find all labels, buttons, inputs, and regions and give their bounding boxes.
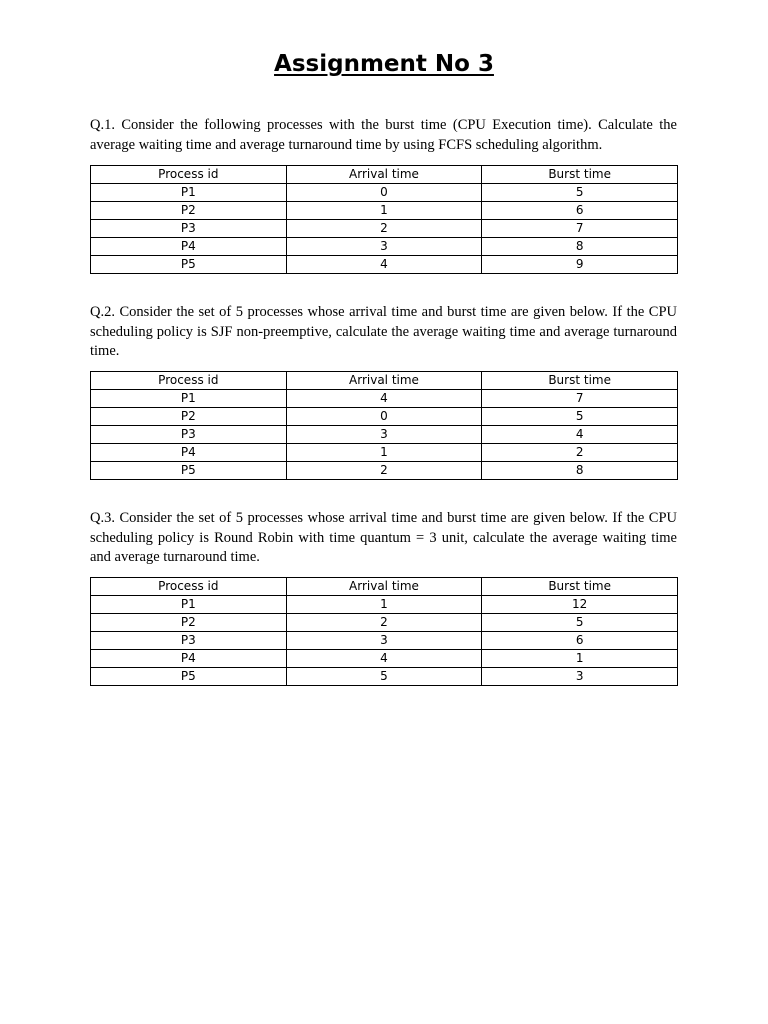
header-process-id: Process id xyxy=(91,578,287,596)
question-2-table xyxy=(90,371,678,480)
header-burst-time: Burst time xyxy=(482,372,678,390)
table-row xyxy=(91,184,678,202)
cell-process-id: P4 xyxy=(91,650,287,668)
cell-burst-time: 6 xyxy=(482,632,678,650)
question-3-table xyxy=(90,577,678,686)
cell-process-id: P1 xyxy=(91,184,287,202)
cell-process-id: P2 xyxy=(91,408,287,426)
cell-arrival-time: 2 xyxy=(286,614,482,632)
cell-arrival-time: 3 xyxy=(286,632,482,650)
cell-process-id: P5 xyxy=(91,668,287,686)
cell-process-id: P4 xyxy=(91,238,287,256)
cell-arrival-time: 0 xyxy=(286,184,482,202)
cell-process-id: P5 xyxy=(91,462,287,480)
cell-process-id: P2 xyxy=(91,202,287,220)
table-row xyxy=(91,650,678,668)
table-row xyxy=(91,632,678,650)
cell-burst-time: 5 xyxy=(482,408,678,426)
question-1-text: Q.1. Consider the following processes with the burst time (CPU Execution time). Calculate the average waiting time and average turnaround time by using FCFS scheduling algorithm. xyxy=(90,117,677,153)
question-2-text: Q.2. Consider the set of 5 processes whose arrival time and burst time are given below. If the CPU scheduling policy is SJF non-preemptive, calculate the average waiting time and average turnaround time. xyxy=(90,304,677,359)
cell-arrival-time: 4 xyxy=(286,390,482,408)
cell-arrival-time: 4 xyxy=(286,650,482,668)
table-row xyxy=(91,202,678,220)
cell-burst-time: 4 xyxy=(482,426,678,444)
cell-process-id: P5 xyxy=(91,256,287,274)
cell-process-id: P3 xyxy=(91,426,287,444)
cell-arrival-time: 4 xyxy=(286,256,482,274)
cell-burst-time: 8 xyxy=(482,462,678,480)
cell-arrival-time: 2 xyxy=(286,220,482,238)
header-arrival-time: Arrival time xyxy=(286,578,482,596)
table-row xyxy=(91,408,678,426)
cell-process-id: P4 xyxy=(91,444,287,462)
table-row xyxy=(91,614,678,632)
table-row xyxy=(91,444,678,462)
table-row xyxy=(91,390,678,408)
table-row xyxy=(91,462,678,480)
header-burst-time: Burst time xyxy=(482,578,678,596)
header-burst-time: Burst time xyxy=(482,166,678,184)
header-process-id: Process id xyxy=(91,166,287,184)
cell-arrival-time: 1 xyxy=(286,596,482,614)
cell-burst-time: 3 xyxy=(482,668,678,686)
table-header-row xyxy=(91,372,678,390)
cell-arrival-time: 1 xyxy=(286,202,482,220)
cell-burst-time: 5 xyxy=(482,184,678,202)
cell-process-id: P2 xyxy=(91,614,287,632)
cell-burst-time: 8 xyxy=(482,238,678,256)
cell-arrival-time: 5 xyxy=(286,668,482,686)
cell-arrival-time: 3 xyxy=(286,238,482,256)
cell-process-id: P3 xyxy=(91,632,287,650)
table-row xyxy=(91,220,678,238)
cell-burst-time: 7 xyxy=(482,220,678,238)
cell-arrival-time: 1 xyxy=(286,444,482,462)
header-process-id: Process id xyxy=(91,372,287,390)
table-row xyxy=(91,238,678,256)
question-3-text: Q.3. Consider the set of 5 processes whose arrival time and burst time are given below. If the CPU scheduling policy is Round Robin with time quantum = 3 unit, calculate the average waiting time and average turnaround time. xyxy=(90,510,677,565)
cell-process-id: P1 xyxy=(91,596,287,614)
cell-burst-time: 6 xyxy=(482,202,678,220)
cell-burst-time: 2 xyxy=(482,444,678,462)
page-title: Assignment No 3 xyxy=(274,51,494,77)
table-row xyxy=(91,426,678,444)
table-row xyxy=(91,256,678,274)
table-header-row xyxy=(91,166,678,184)
question-1-table xyxy=(90,165,678,274)
cell-arrival-time: 0 xyxy=(286,408,482,426)
cell-burst-time: 9 xyxy=(482,256,678,274)
cell-process-id: P3 xyxy=(91,220,287,238)
cell-process-id: P1 xyxy=(91,390,287,408)
header-arrival-time: Arrival time xyxy=(286,166,482,184)
cell-burst-time: 1 xyxy=(482,650,678,668)
header-arrival-time: Arrival time xyxy=(286,372,482,390)
cell-burst-time: 5 xyxy=(482,614,678,632)
cell-arrival-time: 3 xyxy=(286,426,482,444)
cell-burst-time: 12 xyxy=(482,596,678,614)
table-row xyxy=(91,596,678,614)
table-header-row xyxy=(91,578,678,596)
cell-burst-time: 7 xyxy=(482,390,678,408)
cell-arrival-time: 2 xyxy=(286,462,482,480)
table-row xyxy=(91,668,678,686)
